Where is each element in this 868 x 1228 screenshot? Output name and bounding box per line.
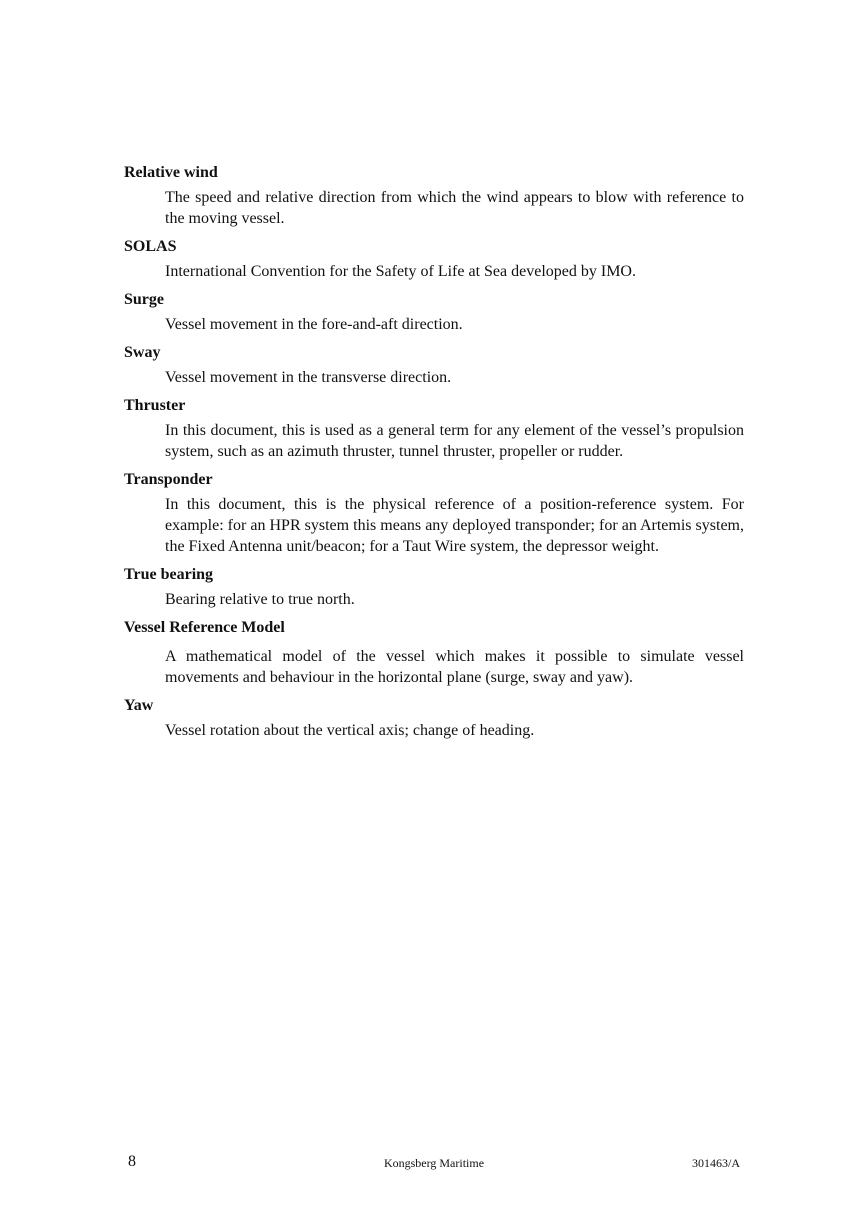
glossary-definition: International Convention for the Safety of Life at Sea developed by IMO.: [165, 263, 636, 280]
footer-company-name: Kongsberg Maritime: [383, 1156, 485, 1170]
glossary-term: Relative wind: [124, 164, 218, 181]
glossary-entry-surge: [124, 289, 744, 335]
glossary-definition: The speed and relative direction from which the wind appears to blow with reference to the moving vessel.: [165, 189, 744, 227]
glossary-definition: In this document, this is the physical reference of a position-reference system. For example: for an HPR system this means any deployed transponder; for an Artemis system, the Fixed Antenna unit/beacon; for a Taut Wire system, the depressor weight.: [165, 496, 744, 555]
glossary-entry-sway: [124, 342, 744, 388]
glossary-entry-relative-wind: [124, 162, 744, 229]
glossary-term: Thruster: [124, 397, 186, 414]
glossary-term: SOLAS: [124, 238, 177, 255]
glossary-term: Surge: [124, 291, 164, 308]
glossary-definition: Vessel movement in the fore-and-aft direction.: [165, 316, 463, 333]
glossary-entry-solas: [124, 236, 744, 282]
page-footer: [128, 1152, 740, 1174]
glossary-definition: Bearing relative to true north.: [165, 591, 355, 608]
glossary-entry-true-bearing: [124, 564, 744, 610]
footer-document-id: 301463/A: [692, 1156, 740, 1170]
glossary-entry-transponder: [124, 469, 744, 557]
glossary-definition: In this document, this is used as a general term for any element of the vessel’s propulsion system, such as an azimuth thruster, tunnel thruster, propeller or rudder.: [165, 422, 744, 460]
glossary-term: True bearing: [124, 566, 214, 583]
glossary-term: Transponder: [124, 471, 213, 488]
glossary-definition: Vessel rotation about the vertical axis; change of heading.: [165, 722, 535, 739]
page-number: 8: [128, 1153, 136, 1170]
glossary-entry-vessel-reference-model: [124, 617, 744, 688]
glossary-list: [124, 162, 744, 748]
glossary-definition: Vessel movement in the transverse direction.: [165, 369, 452, 386]
glossary-term: Vessel Reference Model: [124, 619, 285, 636]
glossary-term: Yaw: [124, 697, 154, 714]
glossary-definition: A mathematical model of the vessel which makes it possible to simulate vessel movements and behaviour in the horizontal plane (surge, sway and yaw).: [165, 648, 744, 686]
glossary-entry-yaw: [124, 695, 744, 741]
glossary-entry-thruster: [124, 395, 744, 462]
glossary-term: Sway: [124, 344, 161, 361]
